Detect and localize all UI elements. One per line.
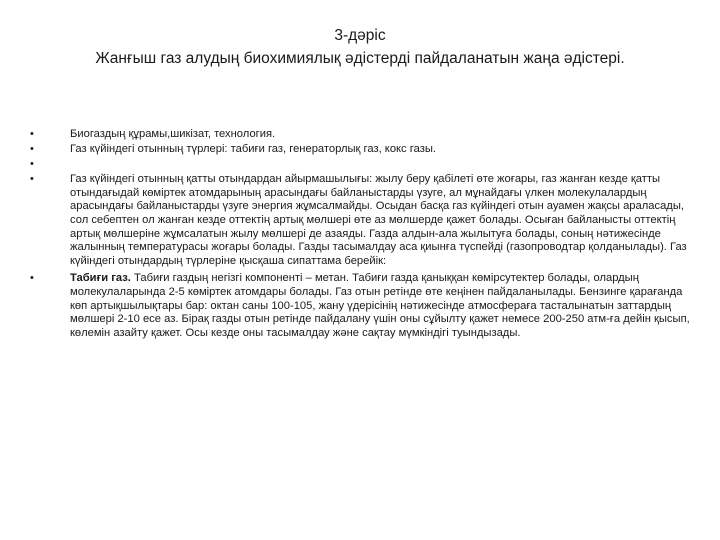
bullet-icon: • — [30, 128, 34, 140]
list-item — [30, 158, 690, 172]
bullet-icon: • — [30, 158, 34, 171]
list-item — [30, 143, 690, 157]
list-item-body: Табиғи газдың негізгі компоненті – метан. Табиғи газда қаныққан көмірсутектер болады, олардың молекулаларында 2-5 көміртек атомдары болады. Газ отын ретінде өте кеңінен пайдаланылады. Бензинге қарағанда көп артықшылықтары бар: октан саны 100-105, жану үдерісінің нәтижесінде атмосфераға тасталынатын заттардың мөлшері 2-10 есе аз. Бірақ газды отын ретінде пайдалану үшін оны сұйылту қажет немесе 200-250 атм-ға дейін қысып, көлемін азайту қажет. Осы кезде оны тасымалдау және сақтау мүмкіндігі туындызады. — [70, 272, 690, 339]
list-item-text: Газ күйіндегі отынның түрлері: табиғи газ, генераторлық газ, кокс газы. — [70, 143, 436, 156]
list-item — [30, 272, 690, 340]
slide-title: 3-дәріс — [334, 27, 386, 44]
list-item-lead: Табиғи газ. — [70, 272, 131, 285]
slide-subtitle: Жанғыш газ алудың биохимиялық әдістерді пайдаланатын жаңа әдістері. — [95, 50, 625, 67]
bullet-icon: • — [30, 272, 34, 285]
list-item-text: Газ күйіндегі отынның қатты отындардан айырмашылығы: жылу беру қабілеті өте жоғары, газ жанған кезде қатты отындағыдай көміртек атомдарының арасындағы байланыстарды үзуге, ал мұнайдағы үлкен молекулалардың арасындағы байланыстарды үзуге энергия жұмсалмайды. Осыдан басқа газ күйіндегі отын ауамен жақсы араласады, сол себептен ол жанған кезде оттектің артық мөлшері өте аз мөлшерде қажет болады. Осыған байланысты оттектің артық мөлшеріне жұмсалатын жылу мөлшері де азаяды. Газда алдын-ала жылытуға болады, соның нәтижесінде жалынның температурасы жоғары болады. Газды тасымалдау аса қиынға түспейді (газопроводтар қолданылады). Газ күйіндегі отындардың түрлеріне қысқаша сипаттама берейік: — [70, 173, 687, 267]
bullet-icon: • — [30, 143, 34, 156]
title-block — [40, 24, 680, 70]
bullet-list — [30, 128, 690, 342]
list-item — [30, 173, 690, 268]
list-item-text — [70, 272, 690, 340]
list-item — [30, 128, 690, 142]
bullet-icon: • — [30, 173, 34, 186]
list-item-text: Биогаздың құрамы,шикізат, технология. — [70, 128, 276, 140]
